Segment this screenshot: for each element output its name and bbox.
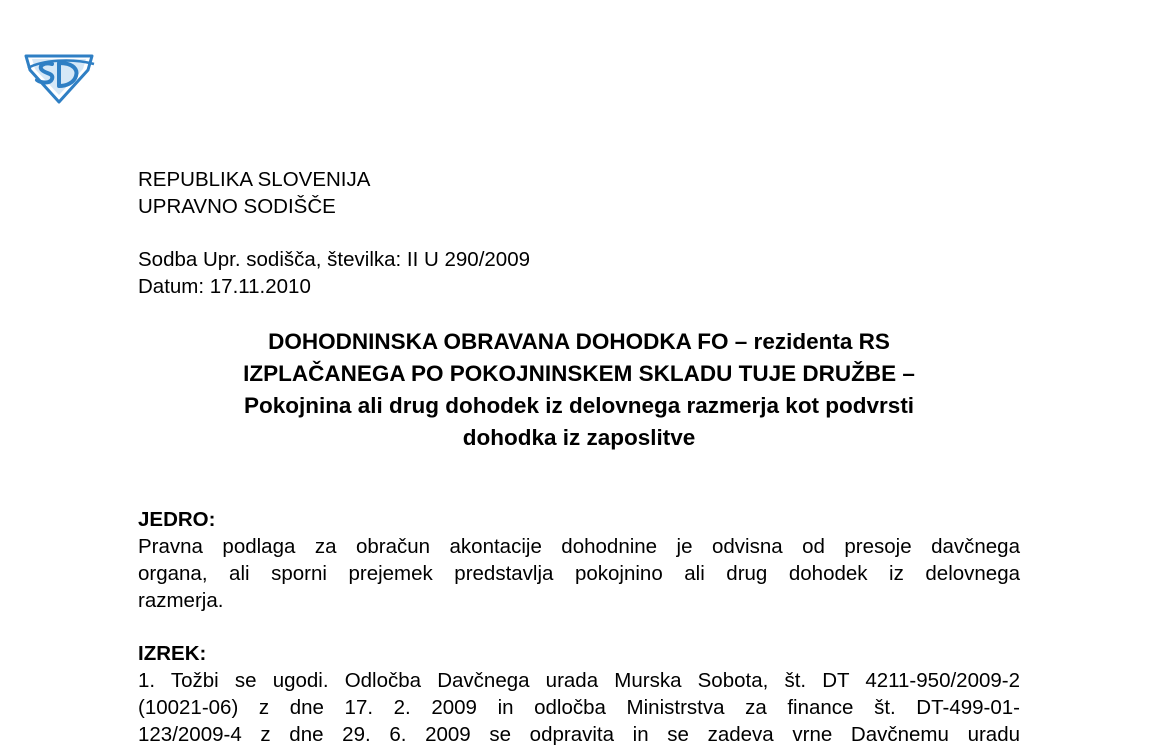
title-line: dohodka iz zaposlitve <box>462 425 696 450</box>
izrek-heading: IZREK: <box>138 642 207 665</box>
republic-name: REPUBLIKA SLOVENIJA <box>138 168 371 191</box>
title-line: DOHODNINSKA OBRAVANA DOHODKA FO – rezidenta RS <box>268 329 890 354</box>
izrek-section <box>138 640 1020 748</box>
title-line: Pokojnina ali drug dohodek iz delovnega razmerja kot podvrsti <box>243 393 915 418</box>
jedro-heading: JEDRO: <box>138 508 216 531</box>
case-reference <box>138 246 530 300</box>
case-date: Datum: 17.11.2010 <box>138 275 311 298</box>
court-name: UPRAVNO SODIŠČE <box>138 195 336 218</box>
sd-logo-icon <box>22 48 96 104</box>
jedro-line: organa, ali sporni prejemek predstavlja pokojnino ali drug dohodek iz delovnega <box>138 562 1020 585</box>
izrek-line: (10021-06) z dne 17. 2. 2009 in odločba Ministrstva za finance št. DT-499-01- <box>138 696 1020 719</box>
jedro-line: Pravna podlaga za obračun akontacije dohodnine je odvisna od presoje davčnega <box>138 535 1020 558</box>
jedro-line: razmerja. <box>138 589 224 612</box>
jedro-section <box>138 506 1020 614</box>
document-title <box>138 326 1020 454</box>
title-line: IZPLAČANEGA PO POKOJNINSKEM SKLADU TUJE DRUŽBE – <box>243 361 915 386</box>
izrek-line: 1. Tožbi se ugodi. Odločba Davčnega urada Murska Sobota, št. DT 4211-950/2009-2 <box>138 669 1020 692</box>
izrek-line: 123/2009-4 z dne 29. 6. 2009 se odpravita in se zadeva vrne Davčnemu uradu <box>138 723 1020 746</box>
case-number: Sodba Upr. sodišča, številka: II U 290/2009 <box>138 248 531 271</box>
court-header <box>138 166 370 220</box>
